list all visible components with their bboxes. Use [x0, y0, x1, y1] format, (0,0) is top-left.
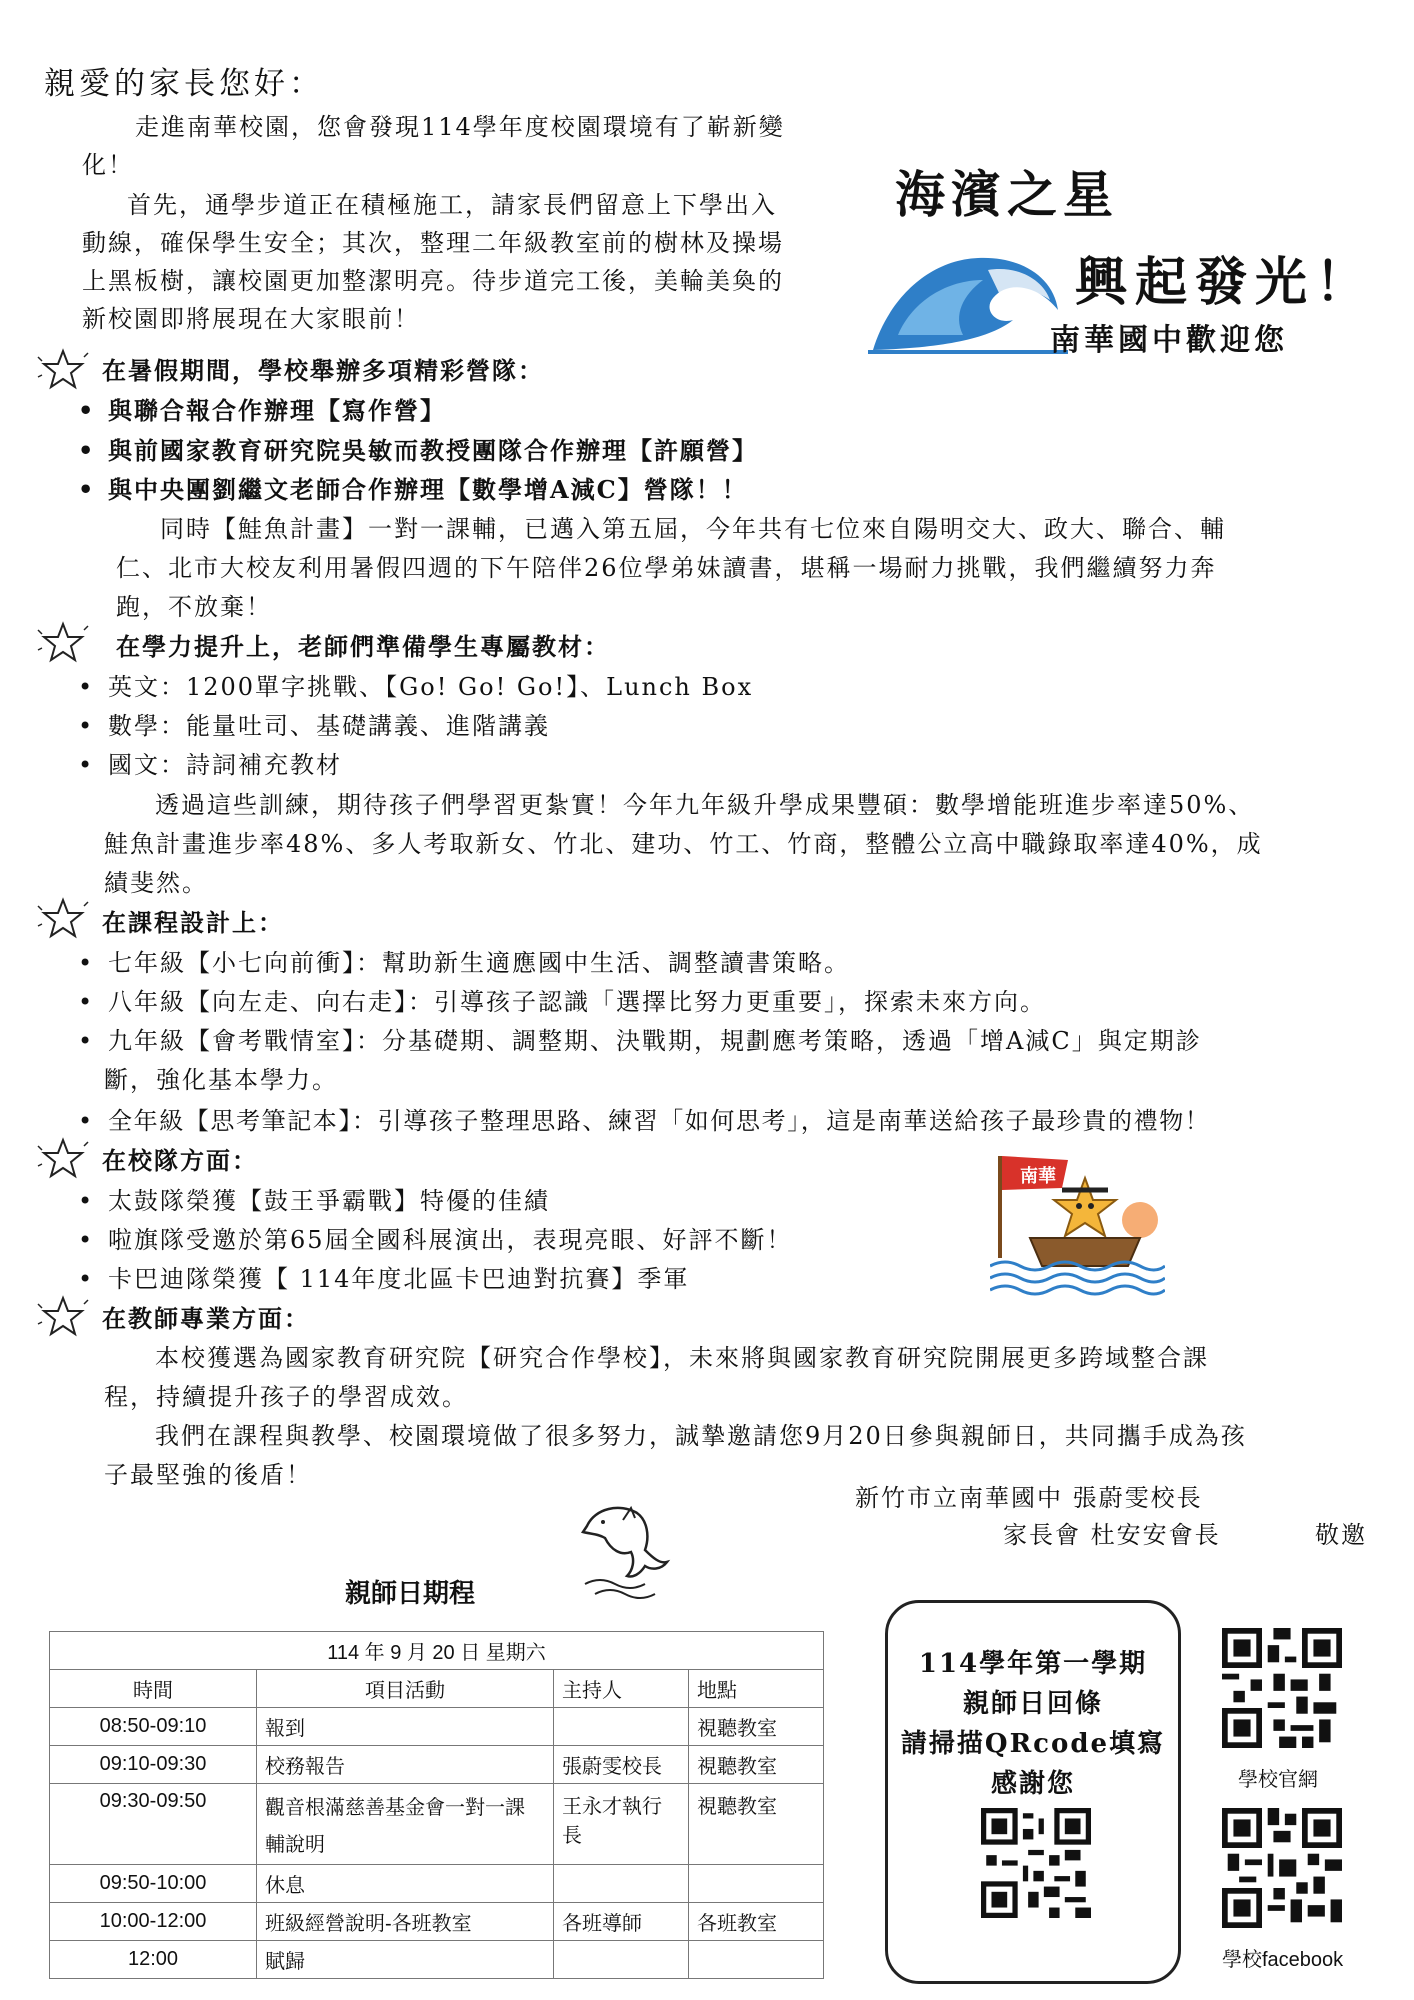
- cell-location: 視聽教室: [689, 1708, 824, 1746]
- cell-host: 王永才執行長: [554, 1784, 689, 1865]
- cell-host: 張蔚雯校長: [554, 1746, 689, 1784]
- schedule-table: [49, 1631, 824, 1979]
- list-item: • 國文：詩詞補充教材: [108, 750, 342, 780]
- cell-host: 各班導師: [554, 1903, 689, 1941]
- table-row: [50, 1903, 824, 1941]
- reply-qr-code[interactable]: [981, 1808, 1091, 1918]
- reply-line: 親師日回條: [962, 1689, 1103, 1719]
- section-heading: 在暑假期間，學校舉辦多項精彩營隊：: [102, 356, 544, 385]
- section-heading: 在課程設計上：: [102, 908, 284, 937]
- list-item: • 八年級【向左走、向右走】：引導孩子認識「選擇比努力更重要」，探索未來方向。: [108, 987, 1046, 1017]
- column-header: 項目活動: [257, 1670, 554, 1708]
- cell-activity: 賦歸: [257, 1941, 554, 1979]
- paragraph-line: 子最堅強的後盾！: [104, 1461, 312, 1489]
- list-item-continued: 斷，強化基本學力。: [104, 1066, 338, 1094]
- cell-location: 視聽教室: [689, 1746, 824, 1784]
- paragraph-line: 本校獲選為國家教育研究院【研究合作學校】，未來將與國家教育研究院開展更多跨域整合課: [155, 1344, 1209, 1372]
- slogan-line-1: 海濱之星: [895, 165, 1119, 224]
- table-row: [50, 1865, 824, 1903]
- paragraph-line: 同時【鮭魚計畫】一對一課輔，已邁入第五屆，今年共有七位來自陽明交大、政大、聯合、輔: [160, 515, 1226, 543]
- column-header: 主持人: [554, 1670, 689, 1708]
- list-item: • 數學：能量吐司、基礎講義、進階講義: [108, 711, 550, 741]
- reply-slip-box: [885, 1600, 1181, 1984]
- list-item: • 全年級【思考筆記本】：引導孩子整理思路、練習「如何思考」，這是南華送給孩子最珍貴的禮物！: [108, 1106, 1210, 1136]
- paragraph-line: 績斐然。: [104, 869, 208, 897]
- list-item: • 九年級【會考戰情室】：分基礎期、調整期、決戰期，規劃應考策略，透過「增A減C」與定期診: [108, 1026, 1202, 1056]
- section-heading: 在校隊方面：: [102, 1146, 258, 1175]
- cell-host: [554, 1708, 689, 1746]
- dolphin-icon: [575, 1498, 675, 1600]
- intro-line: 動線，確保學生安全；其次，整理二年級教室前的樹林及操場: [82, 229, 784, 257]
- star-icon: [36, 347, 90, 391]
- wave-icon: [868, 240, 1068, 355]
- star-mascot-boat-illustration: [990, 1148, 1165, 1296]
- intro-line: 新校園即將展現在大家眼前！: [82, 305, 420, 333]
- cell-time: 09:30-09:50: [50, 1784, 257, 1865]
- paragraph-line: 程，持續提升孩子的學習成效。: [104, 1383, 468, 1411]
- slogan-line-2: 興起發光！: [1075, 252, 1376, 313]
- signature-principal: 新竹市立南華國中 張蔚雯校長: [855, 1484, 1203, 1512]
- table-header-row: [50, 1670, 824, 1708]
- cell-location: [689, 1941, 824, 1979]
- list-item: • 啦旗隊受邀於第65屆全國科展演出，表現亮眼、好評不斷！: [108, 1225, 793, 1255]
- cell-activity: 報到: [257, 1708, 554, 1746]
- slogan-line-3: 南華國中歡迎您: [1050, 323, 1288, 358]
- list-item: • 與前國家教育研究院吳敏而教授團隊合作辦理【許願營】: [108, 436, 758, 466]
- star-icon: [36, 896, 90, 940]
- reply-line: 感謝您: [990, 1769, 1075, 1799]
- section-heading: 在學力提升上，老師們準備學生專屬教材：: [116, 632, 610, 661]
- column-header: 地點: [689, 1670, 824, 1708]
- list-item: • 英文：1200單字挑戰、【Go! Go! Go!】、Lunch Box: [108, 672, 753, 702]
- intro-line: 上黑板樹，讓校園更加整潔明亮。待步道完工後，美輪美奐的: [82, 267, 784, 295]
- schedule-title: 親師日期程: [345, 1578, 476, 1608]
- list-item: • 卡巴迪隊榮獲【 114年度北區卡巴迪對抗賽】季軍: [108, 1264, 689, 1294]
- paragraph-line: 跑，不放棄！: [116, 593, 272, 621]
- greeting: 親愛的家長您好：: [44, 66, 324, 102]
- schedule-date: 114 年 9 月 20 日 星期六: [50, 1632, 824, 1670]
- list-item: • 七年級【小七向前衝】：幫助新生適應國中生活、調整讀書策略。: [108, 948, 850, 978]
- reply-line: 114學年第一學期: [918, 1649, 1148, 1679]
- table-row: [50, 1941, 824, 1979]
- cell-activity-line: 輔說明: [265, 1834, 325, 1856]
- cell-time: 09:10-09:30: [50, 1746, 257, 1784]
- flag-text: 南華: [1020, 1166, 1056, 1187]
- signature-closing: 敬邀: [1315, 1521, 1367, 1549]
- qr-label-facebook: 學校facebook: [1222, 1949, 1344, 1971]
- paragraph-line: 透過這些訓練，期待孩子們學習更紮實！今年九年級升學成果豐碩：數學增能班進步率達50%、: [155, 791, 1255, 819]
- star-icon: [36, 620, 90, 664]
- cell-time: 10:00-12:00: [50, 1903, 257, 1941]
- cell-activity: 班級經營說明-各班教室: [257, 1903, 554, 1941]
- list-item: • 與聯合報合作辦理【寫作營】: [108, 396, 446, 426]
- cell-location: 視聽教室: [689, 1784, 824, 1865]
- qr-label-website: 學校官網: [1238, 1769, 1318, 1791]
- list-item: • 太鼓隊榮獲【鼓王爭霸戰】特優的佳績: [108, 1186, 550, 1216]
- cell-location: [689, 1865, 824, 1903]
- paragraph-line: 鮭魚計畫進步率48%、多人考取新女、竹北、建功、竹工、竹商，整體公立高中職錄取率達40%，成: [104, 830, 1263, 858]
- cell-time: 09:50-10:00: [50, 1865, 257, 1903]
- paragraph-line: 仁、北市大校友利用暑假四週的下午陪伴26位學弟妹讀書，堪稱一場耐力挑戰，我們繼續努力奔: [116, 554, 1217, 582]
- cell-host: [554, 1941, 689, 1979]
- list-item: • 與中央團劉繼文老師合作辦理【數學增A減C】營隊！！: [108, 475, 748, 505]
- intro-line: 走進南華校園，您會發現114學年度校園環境有了嶄新變: [135, 113, 785, 141]
- signature-pta: 家長會 杜安安會長: [1003, 1521, 1221, 1549]
- cell-activity: 校務報告: [257, 1746, 554, 1784]
- cell-activity: 休息: [257, 1865, 554, 1903]
- column-header: 時間: [50, 1670, 257, 1708]
- intro-line: 首先，通學步道正在積極施工，請家長們留意上下學出入: [127, 191, 777, 219]
- cell-activity-line: 觀音根滿慈善基金會一對一課: [265, 1797, 525, 1819]
- cell-activity: [257, 1784, 554, 1865]
- intro-line: 化！: [82, 151, 134, 179]
- section-heading: 在教師專業方面：: [102, 1304, 310, 1333]
- cell-time: 12:00: [50, 1941, 257, 1979]
- star-icon: [36, 1136, 90, 1180]
- paragraph-line: 我們在課程與教學、校園環境做了很多努力，誠摯邀請您9月20日參與親師日，共同攜手成為孩: [155, 1422, 1247, 1450]
- school-facebook-qr-code[interactable]: [1222, 1808, 1342, 1928]
- table-row: [50, 1784, 824, 1865]
- star-icon: [36, 1294, 90, 1338]
- table-row: [50, 1708, 824, 1746]
- school-website-qr-code[interactable]: [1222, 1628, 1342, 1748]
- table-row: [50, 1746, 824, 1784]
- reply-line: 請掃描QRcode填寫: [900, 1729, 1166, 1759]
- cell-location: 各班教室: [689, 1903, 824, 1941]
- cell-host: [554, 1865, 689, 1903]
- cell-time: 08:50-09:10: [50, 1708, 257, 1746]
